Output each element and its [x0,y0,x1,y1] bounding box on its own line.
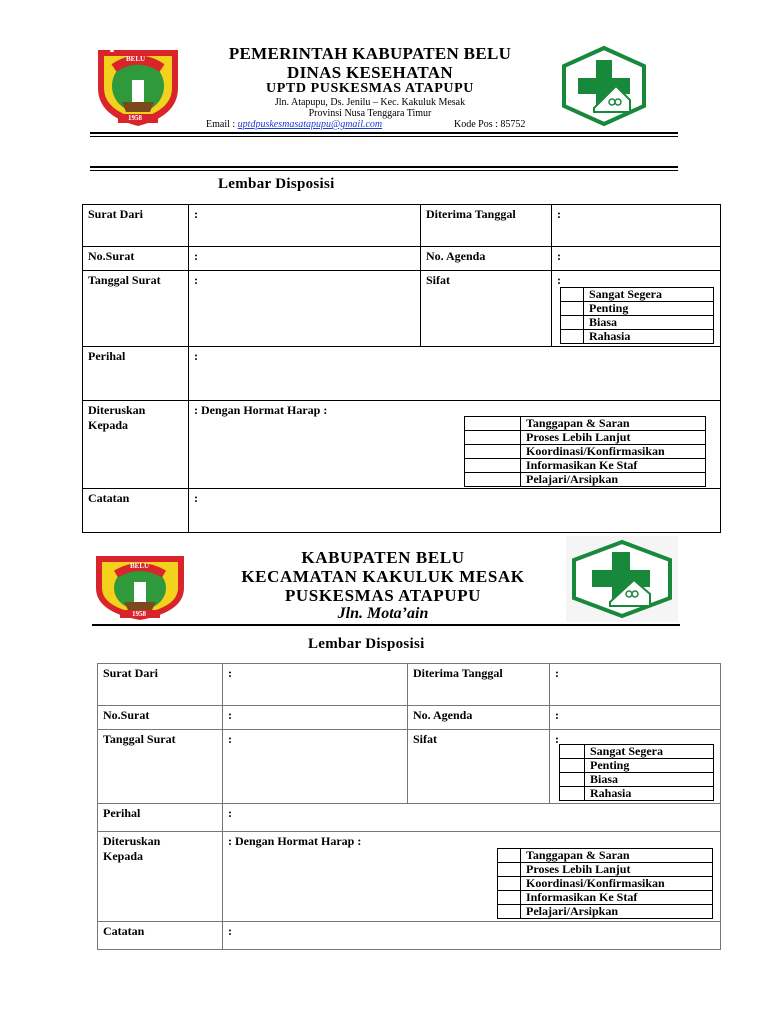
label-catatan: Catatan [83,489,189,533]
option-label: Koordinasi/Konfirmasikan [521,445,706,459]
label-diteruskan-line1: Diteruskan [103,834,161,848]
label-sifat: Sifat [421,271,552,347]
email-link[interactable]: uptdpuskesmasatapupu@gmail.com [237,119,383,130]
option-label: Rahasia [585,787,714,801]
field-sifat: : [552,271,721,347]
sifat-options-1 [560,287,714,344]
email-label: Email : [206,119,238,130]
field-perihal[interactable]: : [223,804,721,832]
header2-rule [92,624,680,626]
form1-title: Lembar Disposisi [218,176,335,192]
option-label: Tanggapan & Saran [521,417,706,431]
puskesmas-logo-1 [558,44,650,128]
field-no-agenda[interactable]: : [550,706,721,730]
logo-text-top: BELU [126,55,146,63]
option-label: Pelajari/Arsipkan [521,473,706,487]
label-no-agenda: No. Agenda [421,247,552,271]
sifat-options-2 [559,744,714,801]
label-sifat: Sifat [408,730,550,804]
section-rule-thin [90,170,678,171]
label-no-surat: No.Surat [98,706,223,730]
option-label: Penting [584,302,714,316]
header2-line3: PUSKESMAS ATAPUPU [284,586,482,605]
label-no-agenda: No. Agenda [408,706,550,730]
label-perihal: Perihal [98,804,223,832]
label-surat-dari: Surat Dari [98,664,223,706]
field-perihal[interactable]: : [189,347,721,401]
checkbox[interactable] [561,288,584,302]
checkbox[interactable] [560,787,585,801]
action-option-row[interactable] [465,431,706,445]
option-label: Informasikan Ke Staf [521,459,706,473]
option-label: Proses Lebih Lanjut [521,863,713,877]
checkbox[interactable] [498,863,521,877]
field-diterima-tanggal[interactable]: : [550,664,721,706]
option-label: Sangat Segera [584,288,714,302]
puskesmas-logo-2 [566,536,678,622]
checkbox[interactable] [560,745,585,759]
action-options-2 [497,848,713,919]
belu-logo-1 [92,42,184,128]
header2-line1: KABUPATEN BELU [301,548,465,567]
field-diterima-tanggal[interactable]: : [552,205,721,247]
action-option-row[interactable] [498,863,713,877]
label-diterima-tanggal: Diterima Tanggal [421,205,552,247]
option-label: Proses Lebih Lanjut [521,431,706,445]
checkbox[interactable] [498,877,521,891]
sifat-option-row[interactable] [560,759,714,773]
checkbox[interactable] [561,316,584,330]
label-surat-dari: Surat Dari [83,205,189,247]
field-no-surat[interactable]: : [189,247,421,271]
option-label: Rahasia [584,330,714,344]
action-options-1 [464,416,706,487]
header1-line3: UPTD PUSKESMAS ATAPUPU [266,81,474,96]
label-kepada: Kepada [103,849,144,863]
label-catatan: Catatan [98,922,223,950]
logo-text-bottom: 1958 [128,114,142,122]
label-diteruskan [98,832,223,922]
sifat-option-row[interactable] [561,288,714,302]
checkbox[interactable] [465,445,521,459]
header1-rule-thick [90,132,678,134]
checkbox[interactable] [465,417,521,431]
field-no-surat[interactable]: : [223,706,408,730]
action-option-row[interactable] [498,891,713,905]
checkbox[interactable] [498,849,521,863]
checkbox[interactable] [560,773,585,787]
label-diteruskan-line1: Diteruskan [88,403,146,417]
action-option-row[interactable] [465,459,706,473]
action-option-row[interactable] [465,473,706,487]
logo-text-bottom: 1958 [132,610,146,618]
checkbox[interactable] [561,302,584,316]
field-tanggal-surat[interactable]: : [223,730,408,804]
action-option-row[interactable] [465,445,706,459]
field-catatan[interactable]: : [223,922,721,950]
checkbox[interactable] [498,905,521,919]
field-surat-dari[interactable]: : [189,205,421,247]
field-catatan[interactable]: : [189,489,721,533]
action-option-row[interactable] [498,905,713,919]
postal-code: Kode Pos : 85752 [454,119,526,130]
checkbox[interactable] [561,330,584,344]
label-tanggal-surat: Tanggal Surat [83,271,189,347]
field-sifat: : [550,730,721,804]
action-option-row[interactable] [465,417,706,431]
header1-rule-thin [90,136,678,137]
option-label: Biasa [584,316,714,330]
sifat-option-row[interactable] [560,787,714,801]
sifat-option-row[interactable] [561,302,714,316]
field-diteruskan: : Dengan Hormat Harap : [223,832,721,922]
label-diteruskan [83,401,189,489]
field-tanggal-surat[interactable]: : [189,271,421,347]
section-rule-thick [90,166,678,168]
header1-address1: Jln. Atapupu, Ds. Jenilu – Kec. Kakuluk Mesak [274,97,466,108]
header2-line2: KECAMATAN KAKULUK MESAK [241,567,525,586]
field-diteruskan: : Dengan Hormat Harap : [189,401,721,489]
sifat-option-row[interactable] [561,316,714,330]
label-kepada: Kepada [88,418,129,432]
header2-line4: Jln. Mota’ain [337,605,429,622]
checkbox[interactable] [465,459,521,473]
header1-address2: Provinsi Nusa Tenggara Timur [308,108,432,119]
belu-logo-2 [92,552,188,622]
label-diterima-tanggal: Diterima Tanggal [408,664,550,706]
checkbox[interactable] [560,759,585,773]
option-label: Pelajari/Arsipkan [521,905,713,919]
checkbox[interactable] [465,473,521,487]
checkbox[interactable] [498,891,521,905]
action-option-row[interactable] [498,849,713,863]
option-label: Koordinasi/Konfirmasikan [521,877,713,891]
option-label: Informasikan Ke Staf [521,891,713,905]
sifat-option-row[interactable] [561,330,714,344]
form2-title: Lembar Disposisi [308,636,425,652]
label-perihal: Perihal [83,347,189,401]
checkbox[interactable] [465,431,521,445]
label-no-surat: No.Surat [83,247,189,271]
option-label: Sangat Segera [585,745,714,759]
logo-text-top: BELU [130,562,150,570]
header1-line2: DINAS KESEHATAN [287,63,453,82]
action-option-row[interactable] [498,877,713,891]
header1-line1: PEMERINTAH KABUPATEN BELU [228,44,512,63]
field-no-agenda[interactable]: : [552,247,721,271]
sifat-option-row[interactable] [560,745,714,759]
option-label: Tanggapan & Saran [521,849,713,863]
field-surat-dari[interactable]: : [223,664,408,706]
sifat-option-row[interactable] [560,773,714,787]
option-label: Biasa [585,773,714,787]
option-label: Penting [585,759,714,773]
label-tanggal-surat: Tanggal Surat [98,730,223,804]
